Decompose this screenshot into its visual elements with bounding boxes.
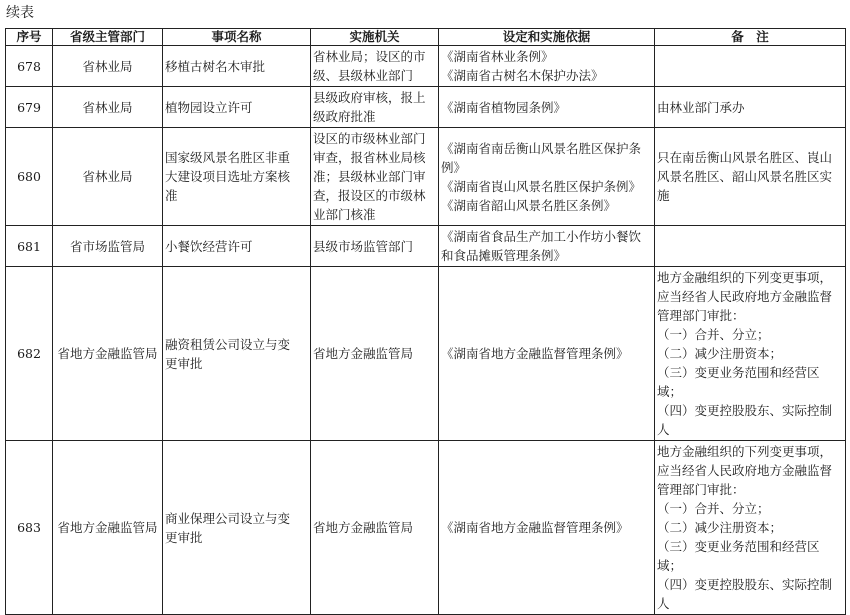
cell-item — [163, 128, 311, 226]
cell-agency-line: 准；县级林业部门审 — [313, 169, 426, 184]
cell-basis — [439, 226, 655, 267]
table-row — [6, 46, 846, 87]
cell-basis-line: 《湖南省地方金融监督管理条例》 — [441, 520, 629, 535]
cell-note-line: （一）合并、分立； — [657, 501, 770, 516]
cell-note-line: 风景名胜区、韶山风景名胜区实 — [657, 169, 833, 184]
table-row — [6, 226, 846, 267]
cell-item-line: 移植古树名木审批 — [165, 58, 266, 74]
cell-item-line: 更审批 — [165, 529, 203, 545]
cell-agency-line: 查，报设区的市级林 — [313, 188, 426, 203]
cell-note-line: （三）变更业务范围和经营区域； — [657, 539, 820, 573]
header-basis: 设定和实施依据 — [439, 29, 655, 46]
cell-note-line: 管理部门审批： — [657, 308, 745, 323]
cell-basis-line: 《湖南省食品生产加工小作坊小餐饮 — [441, 229, 642, 244]
cell-agency-line: 省地方金融监管局 — [313, 520, 414, 535]
cell-note — [655, 87, 846, 128]
cell-basis-line: 《湖南省地方金融监督管理条例》 — [441, 346, 629, 361]
cell-basis-line: 《湖南省南岳衡山风景名胜区保护条 — [441, 140, 642, 156]
cell-note — [655, 267, 846, 441]
cell-note-line: （二）减少注册资本； — [657, 520, 783, 535]
cell-note-line: 由林业部门承办 — [657, 99, 745, 115]
cell-agency — [311, 87, 439, 128]
table-row — [6, 441, 846, 615]
table-caption: 续表 — [6, 5, 34, 21]
cell-basis — [439, 128, 655, 226]
cell-agency-line: 业部门核准 — [313, 207, 376, 222]
cell-item-line: 大建设项目选址方案核 — [165, 169, 291, 184]
cell-no: 681 — [6, 226, 53, 267]
header-row — [6, 29, 846, 46]
cell-no: 682 — [6, 267, 53, 441]
header-dept: 省级主管部门 — [53, 29, 163, 46]
cell-basis-line: 《湖南省古树名木保护办法》 — [441, 68, 604, 83]
cell-item-line: 准 — [165, 188, 178, 203]
header-agency: 实施机关 — [311, 29, 439, 46]
cell-agency-line: 县级政府审核，报上 — [313, 90, 426, 105]
cell-agency — [311, 46, 439, 87]
cell-note — [655, 128, 846, 226]
cell-note-line: （二）减少注册资本； — [657, 346, 783, 361]
header-note: 备 注 — [655, 29, 846, 46]
cell-item-line: 更审批 — [165, 355, 203, 371]
cell-item — [163, 441, 311, 615]
cell-note-line: （四）变更控股股东、实际控制 — [657, 403, 833, 418]
cell-item — [163, 267, 311, 441]
header-item: 事项名称 — [163, 29, 311, 46]
cell-item-line: 融资租赁公司设立与变 — [165, 336, 291, 352]
table-row — [6, 87, 846, 128]
cell-dept: 省地方金融监管局 — [53, 441, 163, 615]
cell-basis-line: 《湖南省崀山风景名胜区保护条例》 — [441, 178, 642, 194]
cell-note-line: 人 — [657, 422, 670, 437]
cell-basis — [439, 267, 655, 441]
cell-agency — [311, 226, 439, 267]
cell-note — [655, 226, 846, 267]
cell-note-line: 施 — [657, 188, 670, 203]
cell-item-line: 商业保理公司设立与变 — [165, 510, 291, 526]
approval-items-table — [5, 28, 846, 615]
cell-basis — [439, 441, 655, 615]
cell-agency-line: 设区的市级林业部门 — [313, 131, 426, 146]
cell-note — [655, 46, 846, 87]
cell-agency — [311, 128, 439, 226]
cell-agency-line: 县级市场监管部门 — [313, 238, 414, 254]
cell-agency-line: 审查，报省林业局核 — [313, 150, 426, 165]
cell-note-line: 地方金融组织的下列变更事项， — [657, 444, 833, 459]
cell-agency-line: 省林业局；设区的市 — [313, 49, 426, 64]
cell-item — [163, 87, 311, 128]
cell-basis-line: 和食品摊贩管理条例》 — [441, 248, 567, 263]
cell-dept: 省林业局 — [53, 128, 163, 226]
cell-no: 680 — [6, 128, 53, 226]
cell-basis — [439, 87, 655, 128]
cell-agency-line: 省地方金融监管局 — [313, 346, 414, 361]
cell-item-line: 植物园设立许可 — [165, 99, 253, 115]
cell-item — [163, 46, 311, 87]
cell-basis-line: 《湖南省林业条例》 — [441, 49, 554, 64]
cell-note-line: 只在南岳衡山风景名胜区、崀山 — [657, 150, 833, 165]
cell-basis-line: 例》 — [441, 159, 467, 175]
cell-agency — [311, 267, 439, 441]
cell-no: 678 — [6, 46, 53, 87]
table-row — [6, 128, 846, 226]
cell-dept: 省林业局 — [53, 46, 163, 87]
cell-dept: 省地方金融监管局 — [53, 267, 163, 441]
cell-basis-line: 《湖南省植物园条例》 — [441, 99, 567, 115]
cell-note-line: （一）合并、分立； — [657, 327, 770, 342]
cell-note — [655, 441, 846, 615]
cell-basis-line: 《湖南省韶山风景名胜区条例》 — [441, 197, 617, 213]
cell-no: 679 — [6, 87, 53, 128]
cell-item-line: 国家级风景名胜区非重 — [165, 150, 291, 165]
cell-agency-line: 级、县级林业部门 — [313, 68, 414, 83]
cell-agency — [311, 441, 439, 615]
cell-note-line: 人 — [657, 596, 670, 611]
cell-note-line: 管理部门审批： — [657, 482, 745, 497]
cell-basis — [439, 46, 655, 87]
cell-no: 683 — [6, 441, 53, 615]
cell-item — [163, 226, 311, 267]
cell-note-line: （四）变更控股股东、实际控制 — [657, 577, 833, 592]
header-no: 序号 — [6, 29, 53, 46]
cell-item-line: 小餐饮经营许可 — [165, 238, 253, 254]
table-row — [6, 267, 846, 441]
cell-note-line: 应当经省人民政府地方金融监督 — [657, 463, 833, 478]
cell-agency-line: 级政府批准 — [313, 109, 376, 124]
cell-dept: 省林业局 — [53, 87, 163, 128]
cell-note-line: （三）变更业务范围和经营区域； — [657, 365, 820, 399]
cell-note-line: 应当经省人民政府地方金融监督 — [657, 289, 833, 304]
cell-note-line: 地方金融组织的下列变更事项， — [657, 270, 833, 285]
cell-dept: 省市场监管局 — [53, 226, 163, 267]
